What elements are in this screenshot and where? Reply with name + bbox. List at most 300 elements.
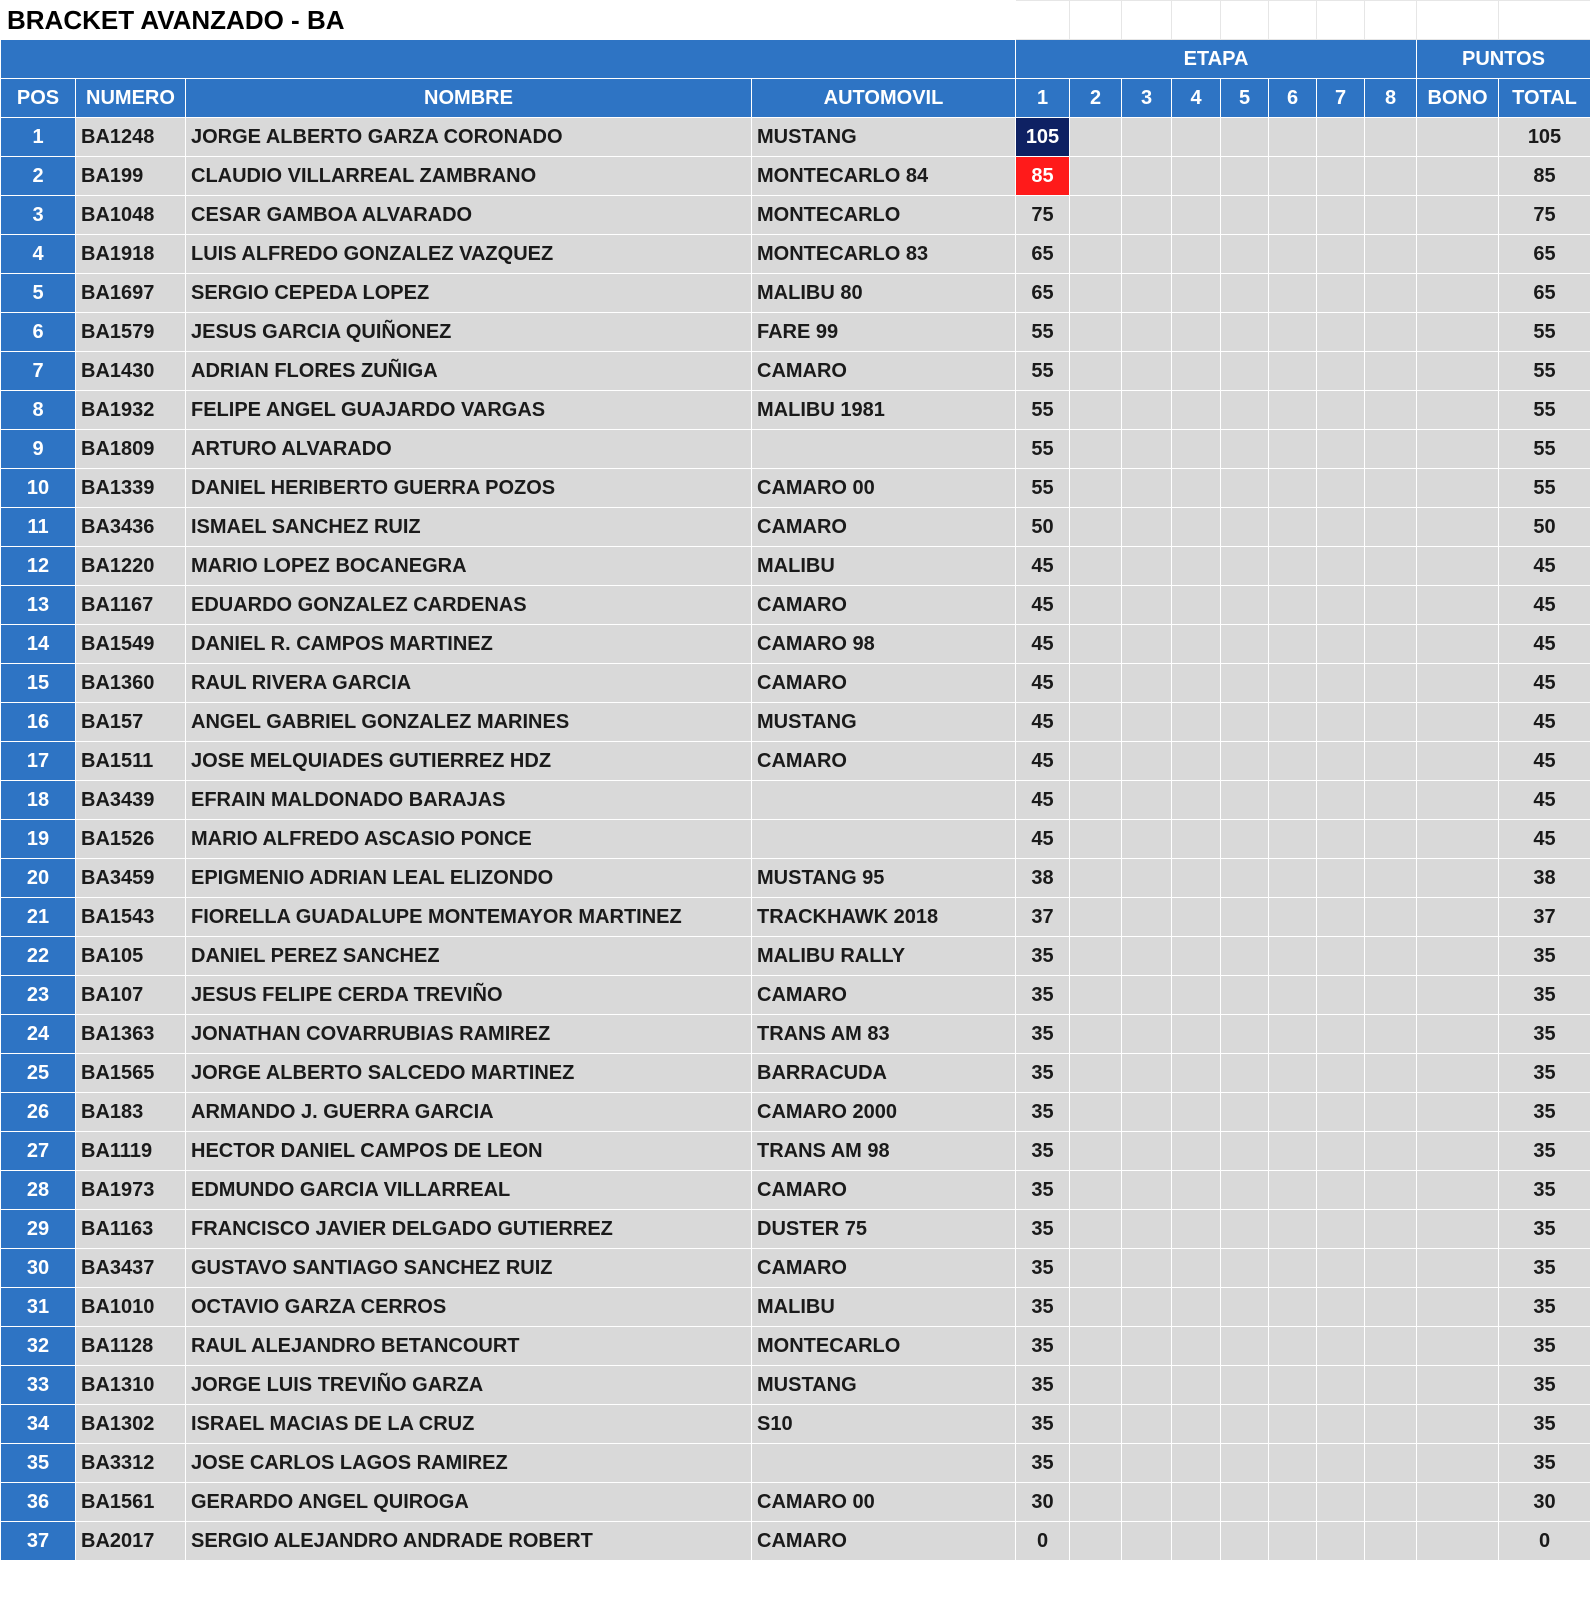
etapa-2-cell (1070, 1249, 1122, 1288)
etapa-5-cell (1221, 274, 1269, 313)
etapa-4-cell (1172, 1366, 1221, 1405)
etapa-8-cell (1365, 1288, 1417, 1327)
bono-cell (1417, 859, 1499, 898)
automovil-cell: MALIBU (752, 1288, 1016, 1327)
etapa-8-cell (1365, 1522, 1417, 1561)
etapa-2-cell (1070, 1054, 1122, 1093)
pos-cell: 18 (1, 781, 76, 820)
etapa-2-cell (1070, 1483, 1122, 1522)
etapa-7-cell (1317, 508, 1365, 547)
etapa-5-cell (1221, 1483, 1269, 1522)
automovil-cell: CAMARO (752, 352, 1016, 391)
table-row (1, 157, 1590, 196)
numero-cell: BA1163 (76, 1210, 186, 1249)
etapa-8-cell (1365, 664, 1417, 703)
table-row (1, 1366, 1590, 1405)
etapa-6-cell (1269, 1015, 1317, 1054)
etapa-2-cell (1070, 274, 1122, 313)
etapa-5-cell (1221, 586, 1269, 625)
numero-cell: BA1010 (76, 1288, 186, 1327)
etapa-3-cell (1122, 1210, 1172, 1249)
etapa-3-cell (1122, 352, 1172, 391)
etapa-5-cell (1221, 1171, 1269, 1210)
etapa-7-cell (1317, 469, 1365, 508)
automovil-cell: MUSTANG (752, 703, 1016, 742)
numero-cell: BA1167 (76, 586, 186, 625)
etapa-5-cell (1221, 1054, 1269, 1093)
automovil-cell (752, 781, 1016, 820)
etapa-4-cell (1172, 586, 1221, 625)
automovil-header: AUTOMOVIL (752, 79, 1016, 118)
etapa-6-cell (1269, 1366, 1317, 1405)
etapa-2-cell (1070, 118, 1122, 157)
etapa-8-cell (1365, 742, 1417, 781)
etapa-7-cell (1317, 1522, 1365, 1561)
total-cell: 45 (1499, 586, 1590, 625)
etapa-5-cell (1221, 1210, 1269, 1249)
automovil-cell: MUSTANG 95 (752, 859, 1016, 898)
pos-cell: 4 (1, 235, 76, 274)
etapa-header: ETAPA (1016, 40, 1417, 79)
numero-cell: BA105 (76, 937, 186, 976)
etapa-7-cell (1317, 1210, 1365, 1249)
etapa-6-cell (1269, 157, 1317, 196)
etapa-5-cell (1221, 1444, 1269, 1483)
etapa-6-cell (1269, 547, 1317, 586)
numero-cell: BA3459 (76, 859, 186, 898)
etapa-6-cell (1269, 196, 1317, 235)
etapa-1-cell: 45 (1016, 781, 1070, 820)
pos-cell: 33 (1, 1366, 76, 1405)
etapa-3-cell (1122, 196, 1172, 235)
etapa-8-cell (1365, 1327, 1417, 1366)
automovil-cell (752, 1444, 1016, 1483)
etapa-1-cell: 35 (1016, 1327, 1070, 1366)
etapa-6-cell (1269, 1405, 1317, 1444)
numero-cell: BA1220 (76, 547, 186, 586)
etapa-3-cell (1122, 313, 1172, 352)
etapa-7-cell (1317, 1288, 1365, 1327)
bono-cell (1417, 274, 1499, 313)
total-cell: 35 (1499, 1405, 1590, 1444)
bono-cell (1417, 1093, 1499, 1132)
etapa-5-cell (1221, 118, 1269, 157)
total-cell: 35 (1499, 1210, 1590, 1249)
etapa-1-cell: 35 (1016, 937, 1070, 976)
table-row (1, 1093, 1590, 1132)
etapa-7-cell (1317, 1483, 1365, 1522)
table-row (1, 1522, 1590, 1561)
etapa-1-cell: 35 (1016, 1405, 1070, 1444)
etapa-6-header: 6 (1269, 79, 1317, 118)
nombre-cell: ANGEL GABRIEL GONZALEZ MARINES (186, 703, 752, 742)
total-cell: 35 (1499, 1132, 1590, 1171)
nombre-cell: CLAUDIO VILLARREAL ZAMBRANO (186, 157, 752, 196)
numero-cell: BA1302 (76, 1405, 186, 1444)
etapa-4-cell (1172, 430, 1221, 469)
pos-cell: 1 (1, 118, 76, 157)
etapa-3-header: 3 (1122, 79, 1172, 118)
etapa-8-cell (1365, 1132, 1417, 1171)
etapa-2-cell (1070, 391, 1122, 430)
etapa-6-cell (1269, 937, 1317, 976)
etapa-8-cell (1365, 937, 1417, 976)
etapa-3-cell (1122, 664, 1172, 703)
nombre-cell: MARIO ALFREDO ASCASIO PONCE (186, 820, 752, 859)
numero-cell: BA1565 (76, 1054, 186, 1093)
automovil-cell: BARRACUDA (752, 1054, 1016, 1093)
etapa-7-cell (1317, 664, 1365, 703)
etapa-3-cell (1122, 898, 1172, 937)
etapa-3-cell (1122, 1054, 1172, 1093)
etapa-1-cell: 45 (1016, 742, 1070, 781)
automovil-cell: TRANS AM 83 (752, 1015, 1016, 1054)
etapa-1-cell: 45 (1016, 820, 1070, 859)
etapa-6-cell (1269, 1132, 1317, 1171)
pos-cell: 6 (1, 313, 76, 352)
table-row (1, 1444, 1590, 1483)
etapa-5-cell (1221, 1249, 1269, 1288)
nombre-cell: ARTURO ALVARADO (186, 430, 752, 469)
etapa-1-cell: 65 (1016, 274, 1070, 313)
nombre-cell: RAUL ALEJANDRO BETANCOURT (186, 1327, 752, 1366)
etapa-4-cell (1172, 1054, 1221, 1093)
etapa-8-cell (1365, 1483, 1417, 1522)
numero-cell: BA1248 (76, 118, 186, 157)
automovil-cell: CAMARO (752, 586, 1016, 625)
etapa-8-cell (1365, 859, 1417, 898)
bono-cell (1417, 1132, 1499, 1171)
nombre-cell: CESAR GAMBOA ALVARADO (186, 196, 752, 235)
bono-cell (1417, 430, 1499, 469)
nombre-cell: SERGIO ALEJANDRO ANDRADE ROBERT (186, 1522, 752, 1561)
etapa-3-cell (1122, 1327, 1172, 1366)
nombre-cell: JORGE ALBERTO SALCEDO MARTINEZ (186, 1054, 752, 1093)
numero-cell: BA1511 (76, 742, 186, 781)
table-row (1, 1015, 1590, 1054)
etapa-3-cell (1122, 703, 1172, 742)
numero-cell: BA199 (76, 157, 186, 196)
total-cell: 45 (1499, 625, 1590, 664)
numero-cell: BA183 (76, 1093, 186, 1132)
table-row (1, 235, 1590, 274)
pos-cell: 14 (1, 625, 76, 664)
etapa-1-cell: 35 (1016, 1015, 1070, 1054)
etapa-7-cell (1317, 781, 1365, 820)
etapa-8-cell (1365, 547, 1417, 586)
etapa-2-cell (1070, 781, 1122, 820)
numero-cell: BA1579 (76, 313, 186, 352)
numero-cell: BA1549 (76, 625, 186, 664)
etapa-6-cell (1269, 1249, 1317, 1288)
etapa-5-cell (1221, 1093, 1269, 1132)
total-cell: 0 (1499, 1522, 1590, 1561)
etapa-7-cell (1317, 1444, 1365, 1483)
etapa-6-cell (1269, 1054, 1317, 1093)
etapa-6-cell (1269, 898, 1317, 937)
etapa-3-cell (1122, 274, 1172, 313)
nombre-cell: LUIS ALFREDO GONZALEZ VAZQUEZ (186, 235, 752, 274)
bono-header: BONO (1417, 79, 1499, 118)
pos-cell: 2 (1, 157, 76, 196)
etapa-2-cell (1070, 1210, 1122, 1249)
pos-cell: 22 (1, 937, 76, 976)
etapa-1-cell: 50 (1016, 508, 1070, 547)
pos-cell: 11 (1, 508, 76, 547)
automovil-cell: MONTECARLO (752, 1327, 1016, 1366)
etapa-4-cell (1172, 1327, 1221, 1366)
etapa-5-cell (1221, 625, 1269, 664)
etapa-2-cell (1070, 898, 1122, 937)
numero-cell: BA1932 (76, 391, 186, 430)
etapa-4-cell (1172, 235, 1221, 274)
etapa-7-cell (1317, 1366, 1365, 1405)
bono-cell (1417, 469, 1499, 508)
etapa-8-cell (1365, 1210, 1417, 1249)
table-row (1, 937, 1590, 976)
etapa-7-cell (1317, 157, 1365, 196)
etapa-6-cell (1269, 508, 1317, 547)
etapa-4-cell (1172, 469, 1221, 508)
etapa-5-cell (1221, 391, 1269, 430)
table-row (1, 820, 1590, 859)
bono-cell (1417, 1327, 1499, 1366)
etapa-7-cell (1317, 937, 1365, 976)
etapa-6-cell (1269, 1522, 1317, 1561)
numero-cell: BA3312 (76, 1444, 186, 1483)
etapa-3-cell (1122, 1522, 1172, 1561)
etapa-3-cell (1122, 157, 1172, 196)
etapa-1-cell: 55 (1016, 469, 1070, 508)
table-row (1, 781, 1590, 820)
bono-cell (1417, 1054, 1499, 1093)
table-row (1, 976, 1590, 1015)
etapa-7-cell (1317, 1171, 1365, 1210)
etapa-7-cell (1317, 1327, 1365, 1366)
pos-cell: 17 (1, 742, 76, 781)
table-row (1, 1288, 1590, 1327)
automovil-cell: DUSTER 75 (752, 1210, 1016, 1249)
etapa-6-cell (1269, 742, 1317, 781)
column-header-row (1, 79, 1590, 118)
table-row (1, 118, 1590, 157)
bono-cell (1417, 703, 1499, 742)
automovil-cell: CAMARO (752, 1249, 1016, 1288)
etapa-5-cell (1221, 859, 1269, 898)
etapa-7-cell (1317, 1405, 1365, 1444)
nombre-cell: JORGE ALBERTO GARZA CORONADO (186, 118, 752, 157)
etapa-8-cell (1365, 118, 1417, 157)
etapa-8-cell (1365, 820, 1417, 859)
etapa-8-cell (1365, 469, 1417, 508)
etapa-4-cell (1172, 820, 1221, 859)
table-row (1, 469, 1590, 508)
pos-cell: 30 (1, 1249, 76, 1288)
etapa-6-cell (1269, 976, 1317, 1015)
etapa-4-cell (1172, 274, 1221, 313)
etapa-8-cell (1365, 235, 1417, 274)
table-row (1, 391, 1590, 430)
table-row (1, 352, 1590, 391)
etapa-2-cell (1070, 976, 1122, 1015)
etapa-3-cell (1122, 1405, 1172, 1444)
etapa-1-cell: 35 (1016, 1210, 1070, 1249)
numero-cell: BA1048 (76, 196, 186, 235)
total-header: TOTAL (1499, 79, 1590, 118)
etapa-3-cell (1122, 976, 1172, 1015)
numero-cell: BA1310 (76, 1366, 186, 1405)
automovil-cell: S10 (752, 1405, 1016, 1444)
etapa-2-cell (1070, 196, 1122, 235)
total-cell: 35 (1499, 1171, 1590, 1210)
etapa-4-cell (1172, 898, 1221, 937)
pos-cell: 31 (1, 1288, 76, 1327)
nombre-cell: JESUS FELIPE CERDA TREVIÑO (186, 976, 752, 1015)
etapa-3-cell (1122, 1171, 1172, 1210)
pos-cell: 12 (1, 547, 76, 586)
puntos-header: PUNTOS (1417, 40, 1590, 79)
total-cell: 45 (1499, 820, 1590, 859)
etapa-1-cell: 55 (1016, 352, 1070, 391)
automovil-cell: MALIBU RALLY (752, 937, 1016, 976)
table-row (1, 742, 1590, 781)
etapa-5-cell (1221, 508, 1269, 547)
numero-cell: BA1363 (76, 1015, 186, 1054)
etapa-8-cell (1365, 586, 1417, 625)
pos-cell: 23 (1, 976, 76, 1015)
etapa-3-cell (1122, 1015, 1172, 1054)
etapa-5-cell (1221, 469, 1269, 508)
etapa-5-cell (1221, 547, 1269, 586)
etapa-2-cell (1070, 820, 1122, 859)
bono-cell (1417, 898, 1499, 937)
etapa-5-cell (1221, 235, 1269, 274)
total-cell: 65 (1499, 274, 1590, 313)
automovil-cell: CAMARO 00 (752, 469, 1016, 508)
numero-header: NUMERO (76, 79, 186, 118)
etapa-4-cell (1172, 976, 1221, 1015)
nombre-cell: MARIO LOPEZ BOCANEGRA (186, 547, 752, 586)
bono-cell (1417, 664, 1499, 703)
total-cell: 35 (1499, 1249, 1590, 1288)
etapa-1-cell: 35 (1016, 1366, 1070, 1405)
etapa-5-cell (1221, 352, 1269, 391)
etapa-6-cell (1269, 781, 1317, 820)
nombre-header: NOMBRE (186, 79, 752, 118)
nombre-cell: JONATHAN COVARRUBIAS RAMIREZ (186, 1015, 752, 1054)
etapa-8-cell (1365, 625, 1417, 664)
bono-cell (1417, 625, 1499, 664)
etapa-8-cell (1365, 1054, 1417, 1093)
automovil-cell: TRANS AM 98 (752, 1132, 1016, 1171)
total-cell: 35 (1499, 976, 1590, 1015)
etapa-8-cell (1365, 1444, 1417, 1483)
etapa-8-cell (1365, 313, 1417, 352)
etapa-7-cell (1317, 898, 1365, 937)
etapa-5-cell (1221, 1405, 1269, 1444)
etapa-7-cell (1317, 235, 1365, 274)
numero-cell: BA2017 (76, 1522, 186, 1561)
total-cell: 50 (1499, 508, 1590, 547)
etapa-8-cell (1365, 391, 1417, 430)
pos-header: POS (1, 79, 76, 118)
etapa-6-cell (1269, 1483, 1317, 1522)
etapa-4-cell (1172, 625, 1221, 664)
etapa-2-cell (1070, 586, 1122, 625)
etapa-8-cell (1365, 781, 1417, 820)
etapa-2-cell (1070, 1522, 1122, 1561)
table-row (1, 1405, 1590, 1444)
etapa-4-header: 4 (1172, 79, 1221, 118)
etapa-6-cell (1269, 118, 1317, 157)
etapa-1-cell: 45 (1016, 586, 1070, 625)
bono-cell (1417, 1210, 1499, 1249)
etapa-3-cell (1122, 625, 1172, 664)
etapa-1-cell: 105 (1016, 118, 1070, 157)
etapa-6-cell (1269, 313, 1317, 352)
etapa-1-cell: 35 (1016, 1444, 1070, 1483)
numero-cell: BA1918 (76, 235, 186, 274)
etapa-6-cell (1269, 1288, 1317, 1327)
pos-cell: 37 (1, 1522, 76, 1561)
numero-cell: BA1339 (76, 469, 186, 508)
pos-cell: 29 (1, 1210, 76, 1249)
etapa-8-cell (1365, 1405, 1417, 1444)
nombre-cell: JOSE CARLOS LAGOS RAMIREZ (186, 1444, 752, 1483)
etapa-6-cell (1269, 235, 1317, 274)
nombre-cell: JESUS GARCIA QUIÑONEZ (186, 313, 752, 352)
nombre-cell: FRANCISCO JAVIER DELGADO GUTIERREZ (186, 1210, 752, 1249)
etapa-4-cell (1172, 157, 1221, 196)
etapa-1-cell: 65 (1016, 235, 1070, 274)
etapa-4-cell (1172, 196, 1221, 235)
etapa-6-cell (1269, 859, 1317, 898)
total-cell: 55 (1499, 313, 1590, 352)
etapa-1-cell: 35 (1016, 1249, 1070, 1288)
etapa-1-cell: 45 (1016, 547, 1070, 586)
numero-cell: BA1809 (76, 430, 186, 469)
total-cell: 75 (1499, 196, 1590, 235)
etapa-5-cell (1221, 430, 1269, 469)
etapa-2-cell (1070, 157, 1122, 196)
etapa-2-header: 2 (1070, 79, 1122, 118)
etapa-3-cell (1122, 781, 1172, 820)
etapa-2-cell (1070, 313, 1122, 352)
etapa-6-cell (1269, 664, 1317, 703)
etapa-4-cell (1172, 1015, 1221, 1054)
numero-cell: BA1119 (76, 1132, 186, 1171)
table-row (1, 664, 1590, 703)
etapa-5-cell (1221, 1132, 1269, 1171)
automovil-cell: CAMARO (752, 508, 1016, 547)
table-row (1, 586, 1590, 625)
numero-cell: BA3436 (76, 508, 186, 547)
etapa-1-cell: 55 (1016, 430, 1070, 469)
bono-cell (1417, 976, 1499, 1015)
etapa-8-cell (1365, 898, 1417, 937)
etapa-3-cell (1122, 820, 1172, 859)
bono-cell (1417, 1249, 1499, 1288)
etapa-4-cell (1172, 664, 1221, 703)
etapa-6-cell (1269, 1327, 1317, 1366)
etapa-7-cell (1317, 352, 1365, 391)
nombre-cell: EFRAIN MALDONADO BARAJAS (186, 781, 752, 820)
total-cell: 35 (1499, 1327, 1590, 1366)
automovil-cell: CAMARO (752, 1522, 1016, 1561)
numero-cell: BA157 (76, 703, 186, 742)
etapa-6-cell (1269, 1171, 1317, 1210)
etapa-1-cell: 37 (1016, 898, 1070, 937)
